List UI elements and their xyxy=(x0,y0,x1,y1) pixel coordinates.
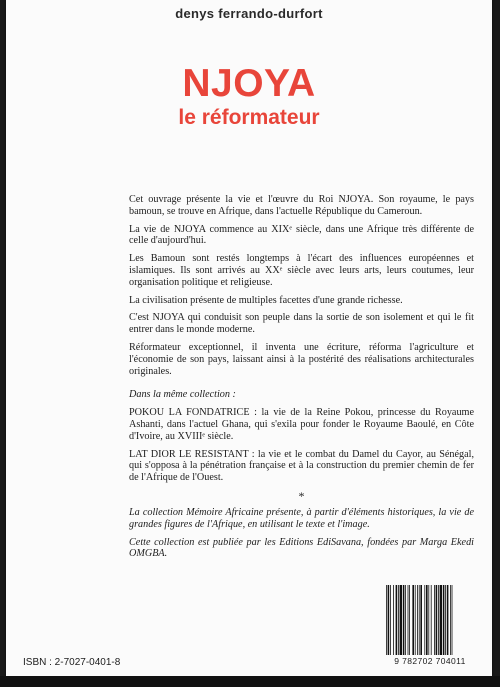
barcode-bar xyxy=(447,585,449,655)
blurb xyxy=(129,194,474,566)
barcode-bar xyxy=(396,585,398,655)
barcode-bar xyxy=(408,585,409,655)
blurb-paragraph: Réformateur exceptionnel, il inventa une écriture, réforma l'agriculture et l'économie de son pays, laissant ainsi à la postérité des réalisations architecturales originales. xyxy=(129,341,474,377)
book-title: NJOYA xyxy=(182,62,316,105)
barcode-bar xyxy=(431,585,432,655)
barcode-bar xyxy=(417,585,418,655)
barcode-bar xyxy=(412,585,414,655)
barcode-bar xyxy=(428,585,429,655)
barcode-bar xyxy=(405,585,406,655)
book-subtitle: le réformateur xyxy=(178,106,320,129)
blurb-paragraph: La vie de NJOYA commence au XIXᵉ siècle, dans une Afrique très différente de celle d'aujourd'hui. xyxy=(129,223,474,247)
barcode-bar xyxy=(438,585,439,655)
barcode-bar xyxy=(398,585,399,655)
barcode-bar xyxy=(420,585,422,655)
barcode-number: 9 782702 704011 xyxy=(394,656,466,666)
collection-item: POKOU LA FONDATRICE : la vie de la Reine Pokou, princesse du Royaume Ashanti, dans l'actuel Ghana, qui s'exila pour fonder le Royaume Baoulé, en Côte d'Ivoire, au XVIIIᵉ siècle. xyxy=(129,407,474,442)
barcode-bar xyxy=(400,585,402,655)
barcode-bar xyxy=(450,585,451,655)
barcode-bar xyxy=(443,585,445,655)
barcode-bar xyxy=(424,585,425,655)
barcode-bar xyxy=(403,585,405,655)
collection-item: LAT DIOR LE RESISTANT : la vie et le combat du Damel du Cayor, au Sénégal, qui s'opposa à la pénétration française et à la construction du premier chemin de fer de l'Afrique de l'Ouest. xyxy=(129,448,474,484)
page-edge xyxy=(0,676,500,687)
barcode-bar xyxy=(409,585,410,655)
back-cover xyxy=(6,0,492,676)
barcode-bar xyxy=(426,585,428,655)
author-name: denys ferrando-durfort xyxy=(175,6,323,21)
barcode-bar xyxy=(436,585,438,655)
barcode-bar xyxy=(390,585,391,655)
publisher-note: Cette collection est publiée par les Editions EdiSavana, fondées par Marga Ekedi OMGBA. xyxy=(129,536,474,560)
barcode-bar xyxy=(393,585,394,655)
collection-heading: Dans la même collection : xyxy=(129,389,236,401)
barcode-bar xyxy=(386,585,387,655)
barcode-bar xyxy=(419,585,420,655)
blurb-paragraph: La civilisation présente de multiples facettes d'une grande richesse. xyxy=(129,294,403,306)
blurb-paragraph: Les Bamoun sont restés longtemps à l'écart des influences européennes et islamiques. Ils sont arrivés au XXᵉ siècle avec leurs arts, leurs coutumes, leur organisation politique et religieuse. xyxy=(129,253,474,288)
separator-star: * xyxy=(298,488,305,503)
barcode-bar xyxy=(415,585,416,655)
barcode-bar xyxy=(445,585,446,655)
blurb-paragraph: Cet ouvrage présente la vie et l'œuvre du Roi NJOYA. Son royaume, le pays bamoun, se trouve en Afrique, dans l'actuelle République du Cameroun. xyxy=(129,194,474,217)
barcode-bar xyxy=(434,585,435,655)
barcode-graphic xyxy=(384,585,484,655)
collection-note: La collection Mémoire Africaine présente, à partir d'éléments historiques, la vie de grandes figures de l'Afrique, en utilisant le texte et l'image. xyxy=(129,506,474,530)
barcode-bar xyxy=(388,585,390,655)
barcode-bar xyxy=(440,585,442,655)
isbn: ISBN : 2-7027-0401-8 xyxy=(23,657,121,668)
blurb-paragraph: C'est NJOYA qui conduisit son peuple dans la sortie de son isolement et qui le fit entrer dans le monde moderne. xyxy=(129,312,474,336)
barcode-bar xyxy=(452,585,453,655)
